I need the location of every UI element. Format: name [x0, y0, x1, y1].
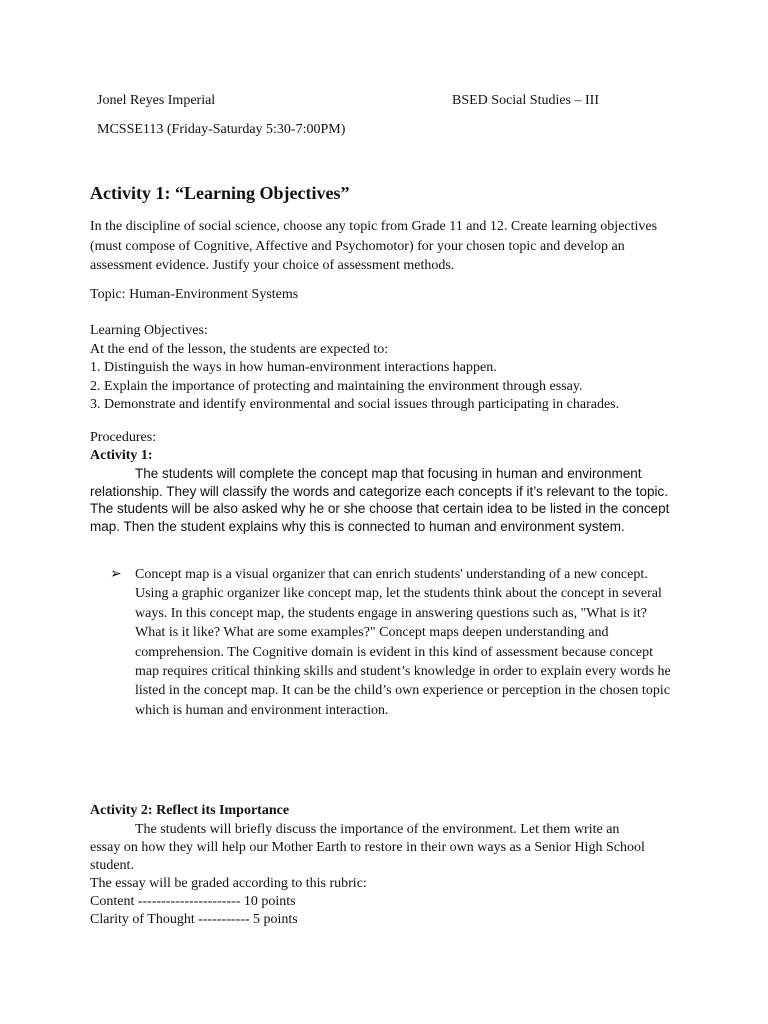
rubric-item: Content ---------------------- 10 points: [90, 893, 296, 909]
objective-item: 2. Explain the importance of protecting and maintaining the environment through essay.: [90, 378, 583, 394]
student-name: Jonel Reyes Imperial: [97, 93, 216, 108]
activity2-title: Activity 2: Reflect its Importance: [90, 803, 290, 818]
activity2-text: The students will briefly discuss the importance of the environment. Let them write an essay on how they will help our Mother Earth to restore in their own ways as a Senior High School student.: [90, 822, 645, 873]
topic-line: Topic: Human-Environment Systems: [90, 287, 299, 302]
rubric-block: [90, 875, 367, 928]
course-name: BSED Social Studies – III: [452, 93, 599, 108]
procedures-activity1-label: Activity 1:: [90, 448, 153, 463]
objective-item: 3. Demonstrate and identify environmental and social issues through participating in charades.: [90, 397, 620, 413]
learning-objectives-intro: At the end of the lesson, the students are expected to:: [90, 341, 389, 357]
procedures-activity1-text: The students will complete the concept map that focusing in human and environment relationship. They will classify the words and categorize each concepts if it’s relevant to the topic. The students will be also asked why he or she choose that certain idea to be listed in the concept map. Then the student explains why this is connected to human and environment system.: [90, 466, 670, 534]
activity1-title: Activity 1: “Learning Objectives”: [90, 183, 350, 203]
activity1-instructions: In the discipline of social science, choose any topic from Grade 11 and 12. Create learning objectives (must compose of Cognitive, Affective and Psychomotor) for your chosen topic and develop an assessment evidence. Justify your choice of assessment methods.: [90, 219, 658, 273]
objective-item: 1. Distinguish the ways in how human-environment interactions happen.: [90, 360, 497, 376]
rubric-intro: The essay will be graded according to this rubric:: [90, 876, 367, 891]
arrowhead-bullet-icon: ➢: [110, 566, 122, 582]
procedures-label: Procedures:: [90, 430, 157, 445]
class-code: MCSSE113 (Friday-Saturday 5:30-7:00PM): [97, 122, 346, 137]
concept-map-bullet-text: Concept map is a visual organizer that can enrich students' understanding of a new concept. Using a graphic organizer like concept map, let the students think about the concept in several ways. In this concept map, the students engage in answering questions such as, "What is it? What is it like? What are some examples?" Concept maps deepen understanding and comprehension. The Cognitive domain is evident in this kind of assessment because concept map requires critical thinking skills and student’s knowledge in order to explain every words he listed in the concept map. It can be the child’s own experience or perception in the chosen topic which is human and environment interaction.: [135, 567, 671, 718]
activity2-text-block: [90, 821, 650, 874]
procedures-activity1-text-block: [90, 465, 675, 535]
learning-objectives-label: Learning Objectives:: [90, 323, 208, 338]
rubric-item: Clarity of Thought ----------- 5 points: [90, 911, 298, 927]
learning-objectives: [90, 322, 710, 415]
